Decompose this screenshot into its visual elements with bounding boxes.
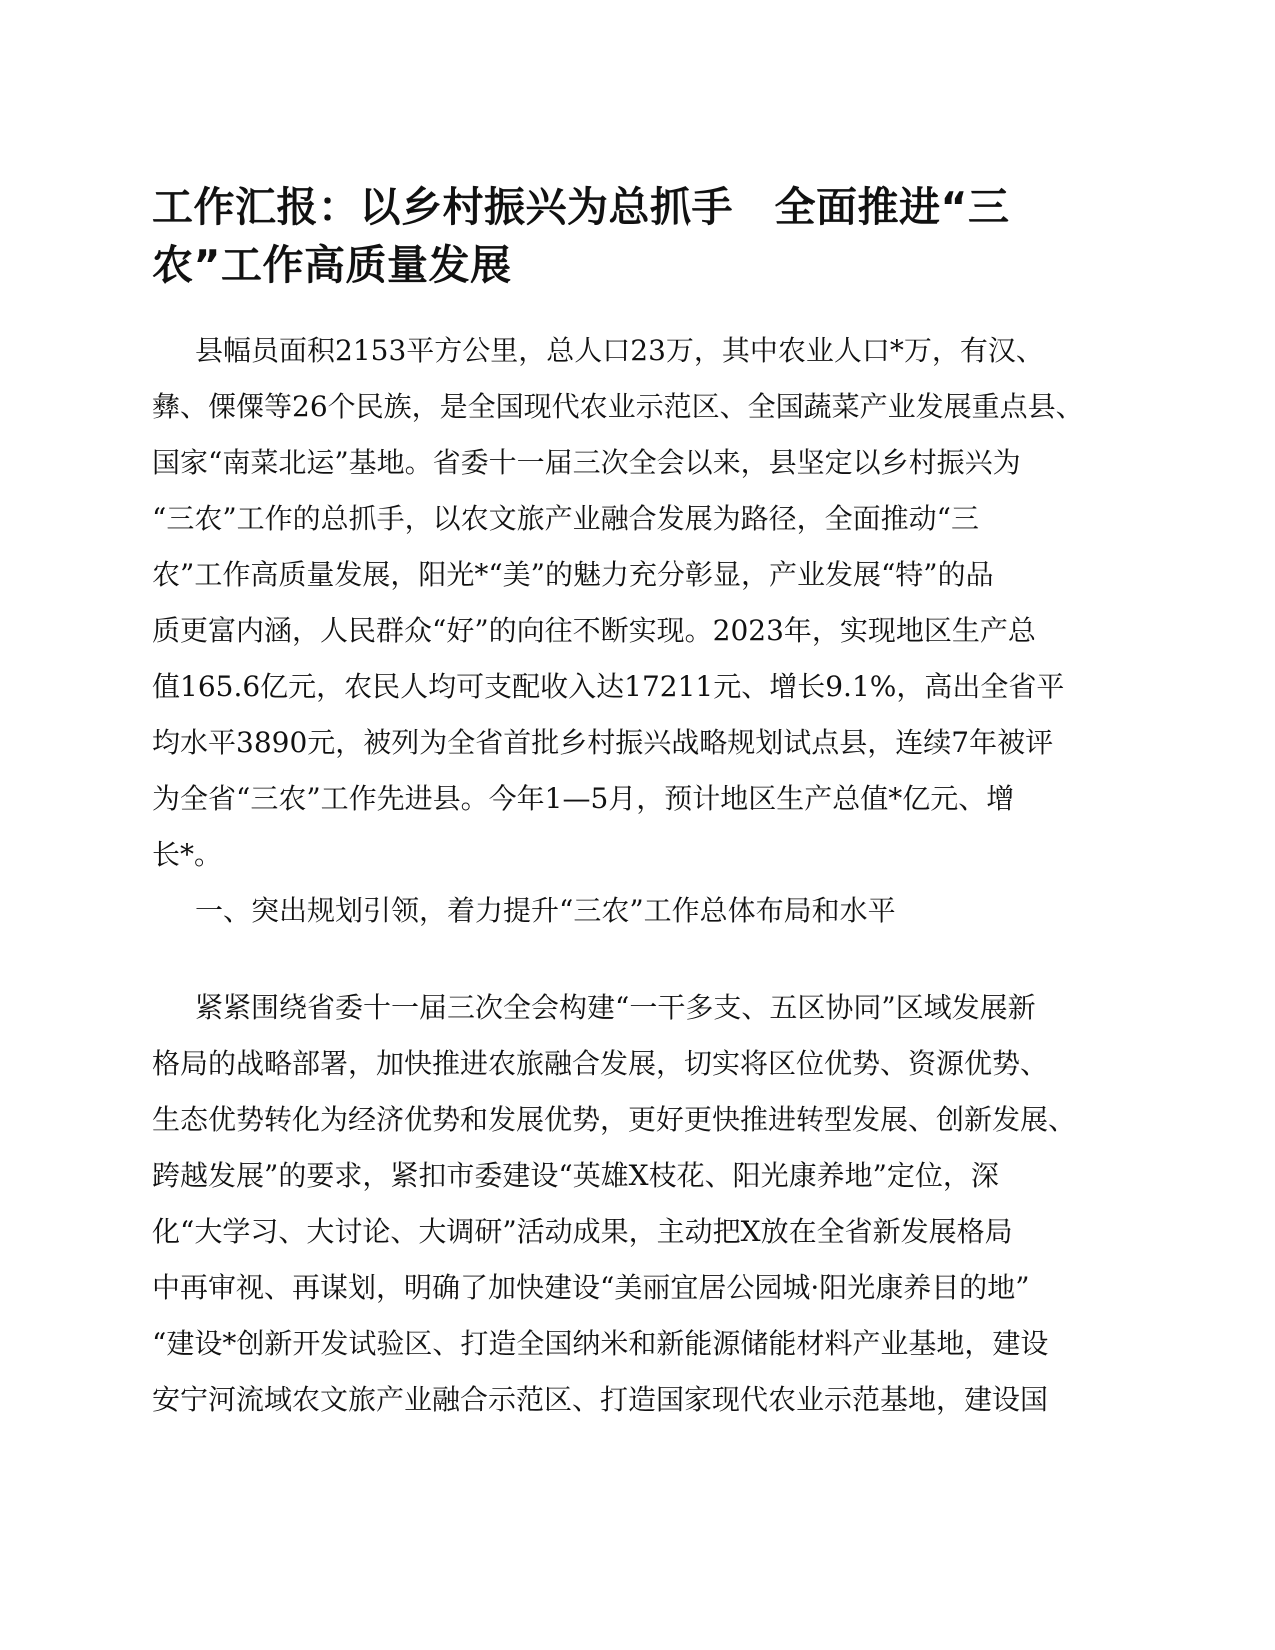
paragraph-line: 彝、傈僳等26个民族，是全国现代农业示范区、全国蔬菜产业发展重点县、: [152, 390, 1084, 423]
paragraph-line: 为全省“三农”工作先进县。今年1—5月，预计地区生产总值*亿元、增: [152, 782, 1015, 815]
paragraph-line: “建设*创新开发试验区、打造全国纳米和新能源储能材料产业基地，建设: [152, 1327, 1049, 1360]
paragraph-line: 跨越发展”的要求，紧扣市委建设“英雄X枝花、阳光康养地”定位，深: [152, 1159, 999, 1192]
section-heading-text: 一、突出规划引领，着力提升“三农”工作总体布局和水平: [195, 894, 896, 927]
paragraph-line: 紧紧围绕省委十一届三次全会构建“一干多支、五区协同”区域发展新: [195, 991, 1036, 1024]
paragraph-line: 农”工作高质量发展，阳光*“美”的魅力充分彰显，产业发展“特”的品: [152, 558, 994, 591]
intro-paragraph: [152, 323, 1112, 883]
paragraph-line: 均水平3890元，被列为全省首批乡村振兴战略规划试点县，连续7年被评: [152, 726, 1054, 759]
paragraph-line: 质更富内涵，人民群众“好”的向往不断实现。2023年，实现地区生产总: [152, 614, 1036, 647]
paragraph-line: 安宁河流域农文旅产业融合示范区、打造国家现代农业示范基地，建设国: [152, 1383, 1049, 1416]
paragraph-line: 生态优势转化为经济优势和发展优势，更好更快推进转型发展、创新发展、: [152, 1103, 1077, 1136]
paragraph-line: “三农”工作的总抓手，以农文旅产业融合发展为路径，全面推动“三: [152, 502, 979, 535]
paragraph-line: 格局的战略部署，加快推进农旅融合发展，切实将区位优势、资源优势、: [152, 1047, 1049, 1080]
section-heading-1: [152, 883, 1112, 939]
title-line-1: 工作汇报：以乡村振兴为总抓手 全面推进“三: [152, 183, 1010, 231]
paragraph-line: 县幅员面积2153平方公里，总人口23万，其中农业人口*万，有汉、: [195, 334, 1044, 367]
document-title: [152, 178, 1052, 294]
section-1-paragraph: [152, 980, 1112, 1428]
paragraph-line: 国家“南菜北运”基地。省委十一届三次全会以来，县坚定以乡村振兴为: [152, 446, 1021, 479]
paragraph-line: 长*。: [152, 838, 223, 871]
paragraph-line: 化“大学习、大讨论、大调研”活动成果，主动把X放在全省新发展格局: [152, 1215, 1013, 1248]
paragraph-line: 中再审视、再谋划，明确了加快建设“美丽宜居公园城·阳光康养目的地”: [152, 1271, 1030, 1304]
title-line-2: 农”工作高质量发展: [152, 241, 512, 289]
paragraph-line: 值165.6亿元，农民人均可支配收入达17211元、增长9.1%，高出全省平: [152, 670, 1065, 703]
